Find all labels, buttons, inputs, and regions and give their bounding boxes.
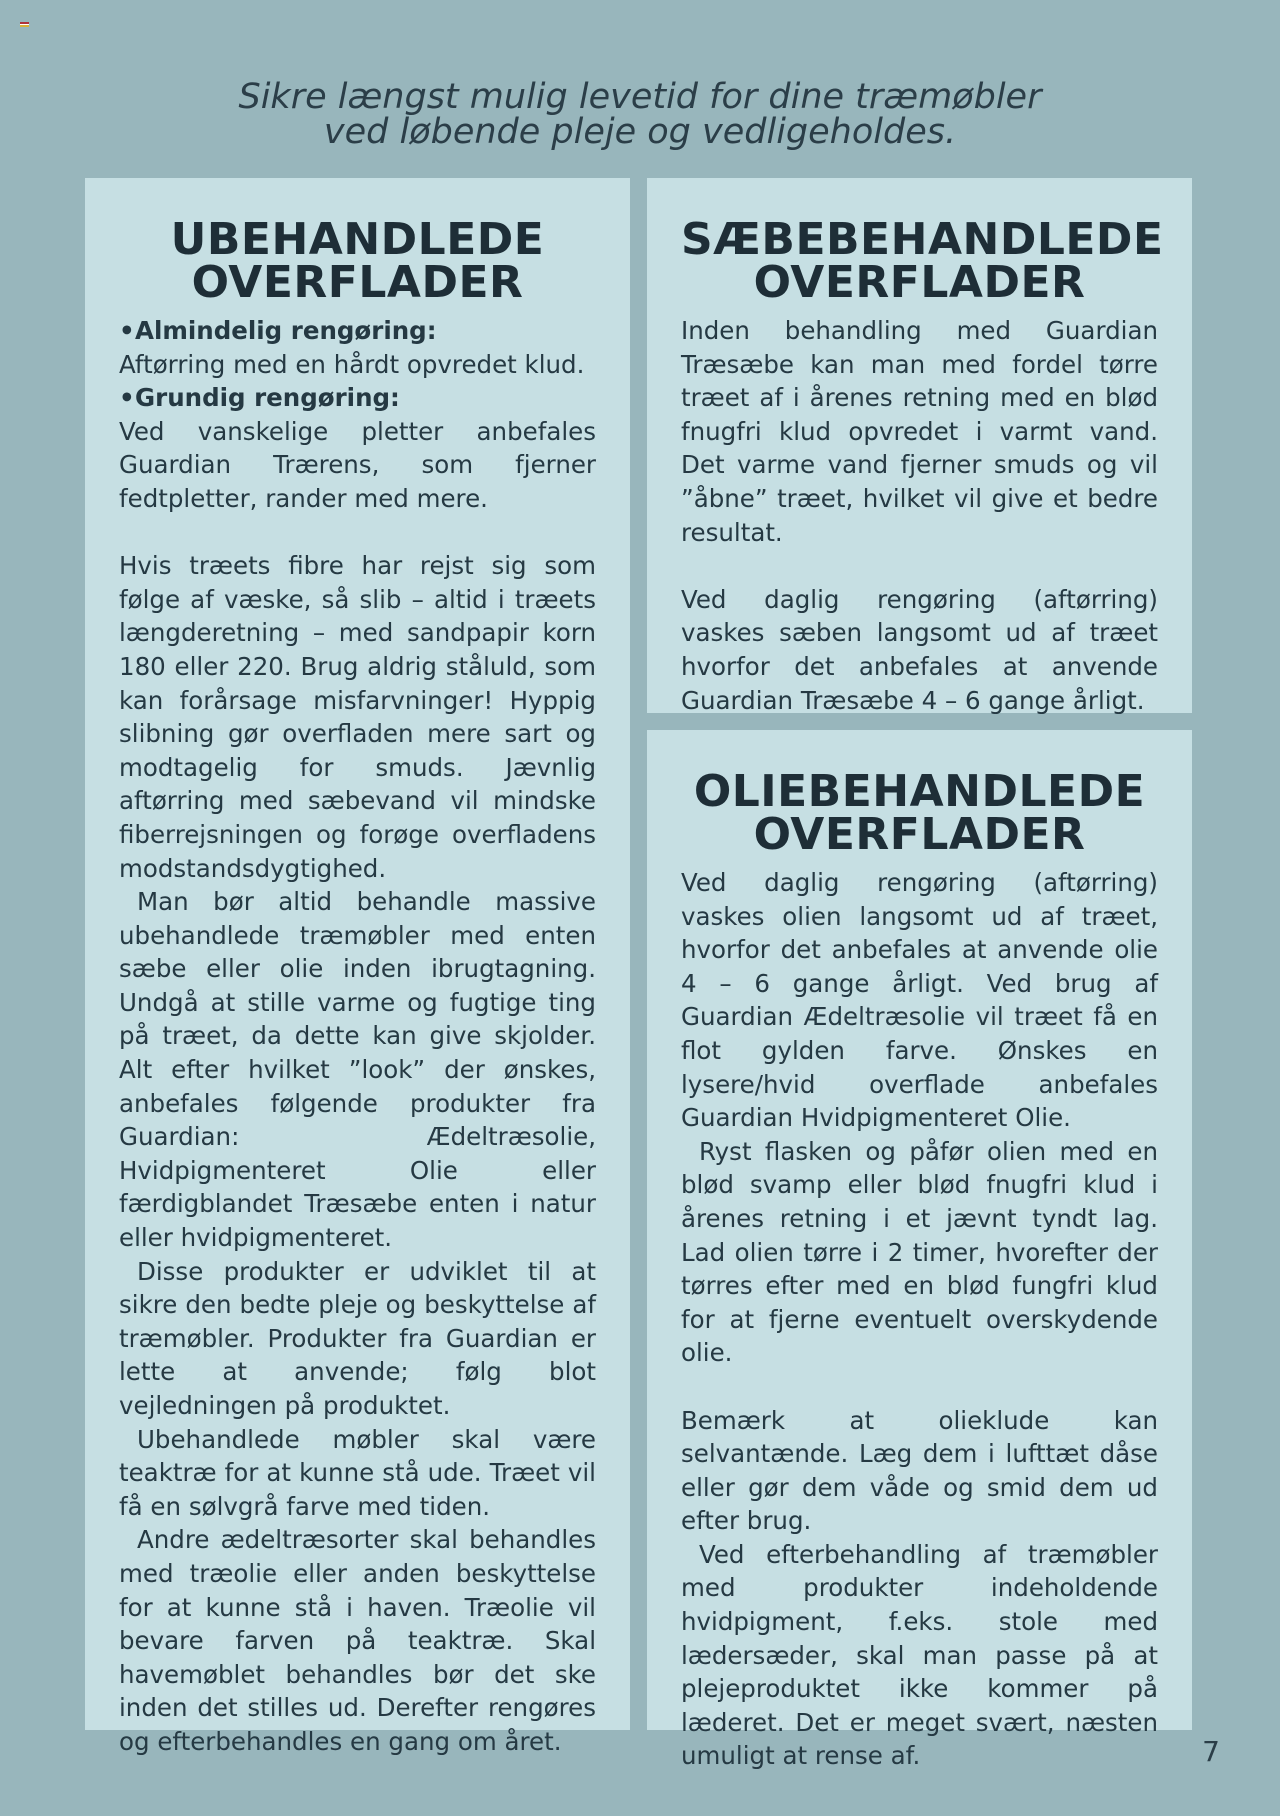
- page-headline: [0, 77, 1280, 152]
- panel-oil-treated-surfaces: [647, 730, 1192, 1771]
- flag-icon: [20, 22, 29, 27]
- paragraph: Hvis træets fibre har rejst sig som følge af væske, så slib – altid i træets længderetning – med sandpapir korn 180 eller 220. Brug aldrig ståluld, som kan forårsage misfarvninger! Hyppig slibning gør overfladen mere sart og modtagelig for smuds. Jævnlig aftørring med sæbevand vil mindske fiberrejsningen og forøge overfladens modstandsdygtighed.: [119, 551, 596, 883]
- title-line-1: OLIEBEHANDLEDE: [693, 766, 1146, 817]
- bullet-icon: •: [119, 383, 135, 413]
- paragraph: Disse produkter er udviklet til at sikre den bedte pleje og beskyttelse af træmøbler. Produkter fra Guardian er lette at anvende; følg blot vejledningen på produktet.: [119, 1256, 596, 1420]
- panel-title-untreated: [119, 214, 596, 308]
- panel-title-oil: [681, 766, 1158, 860]
- title-line-1: UBEHANDLEDE: [170, 214, 545, 265]
- paragraph: Man bør altid behandle massive ubehandlede træmøbler med enten sæbe eller olie inden ibrugtagning. Undgå at stille varme og fugtige ting på træet, da dette kan give skjolder. Alt efter hvilket ”look” der ønskes, anbefales følgende produkter fra Guardian: Ædeltræsolie, Hvidpigmenteret Olie eller færdigblandet Træsæbe enten i natur eller hvidpigmenteret.: [119, 887, 596, 1253]
- bullet-general-cleaning: [119, 314, 596, 348]
- bullet-text: Aftørring med en hårdt opvredet klud.: [119, 349, 585, 379]
- paragraph: Ved daglig rengøring (aftørring) vaskes sæben langsomt ud af træet hvorfor det anbefales at anvende Guardian Træsæbe 4 – 6 gange årligt.: [681, 584, 1158, 715]
- headline-line-1: Sikre længst mulig levetid for dine træmøbler: [238, 77, 1042, 117]
- paragraph: Ryst flasken og påfør olien med en blød svamp eller blød fnugfri klud i årenes retning i et jævnt tyndt lag. Lad olien tørre i 2 timer, hvorefter der tørres efter med en blød fungfri klud for at fjerne eventuelt overskydende olie.: [681, 1136, 1158, 1368]
- panel-title-soap: [681, 214, 1164, 308]
- paragraph: Bemærk at olieklude kan selvantænde. Læg dem i lufttæt dåse eller gør dem våde og smid dem ud efter brug.: [681, 1405, 1158, 1536]
- bullet-label: Almindelig rengøring:: [135, 316, 437, 345]
- paragraph: Andre ædeltræsorter skal behandles med træolie eller anden beskyttelse for at kunne stå i haven. Træolie vil bevare farven på teaktræ. Skal havemøblet behandles bør det ske inden det stilles ud. Derefter rengøres og efterbehandles en gang om året.: [119, 1525, 596, 1756]
- paragraph: Ved efterbehandling af træmøbler med produkter indeholdende hvidpigment, f.eks. stole med lædersæder, skal man passe på at plejeproduktet ikke kommer på læderet. Det er meget svært, næsten umuligt at rense af.: [681, 1539, 1158, 1771]
- panel-untreated-surfaces: [85, 178, 630, 1756]
- bullet-text: Ved vanskelige pletter anbefales Guardian Trærens, som fjerner fedtpletter, rander med mere.: [119, 416, 596, 513]
- bullet-thorough-cleaning: [119, 381, 596, 415]
- title-line-2: OVERFLADER: [753, 809, 1086, 860]
- panel-body-untreated: [119, 314, 596, 1759]
- title-line-2: OVERFLADER: [191, 257, 524, 308]
- bullet-label: Grundig rengøring:: [135, 383, 400, 413]
- panel-body-oil: [681, 866, 1158, 1773]
- paragraph: Ubehandlede møbler skal være teaktræ for at kunne stå ude. Træet vil få en sølvgrå farve med tiden.: [119, 1424, 596, 1521]
- bullet-icon: •: [119, 316, 135, 345]
- paragraph: Inden behandling med Guardian Træsæbe kan man med fordel tørre træet af i årenes retning med en blød fnugfri klud opvredet i varmt vand. Det varme vand fjerner smuds og vil ”åbne” træet, hvilket vil give et bedre resultat.: [681, 316, 1158, 547]
- paragraph: Ved daglig rengøring (aftørring) vaskes olien langsomt ud af træet, hvorfor det anbefales at anvende olie 4 – 6 gange årligt. Ved brug af Guardian Ædeltræsolie vil træet få en flot gylden farve. Ønskes en lysere/hvid overflade anbefales Guardian Hvidpigmenteret Olie.: [681, 868, 1158, 1133]
- page-number: 7: [1202, 1735, 1220, 1768]
- panel-soap-treated-surfaces: [647, 178, 1192, 713]
- title-line-2: OVERFLADER: [753, 257, 1086, 308]
- panel-body-soap: [681, 314, 1158, 717]
- headline-line-2: ved løbende pleje og vedligeholdes.: [323, 112, 957, 152]
- title-line-1: SÆBEBEHANDLEDE: [681, 214, 1164, 265]
